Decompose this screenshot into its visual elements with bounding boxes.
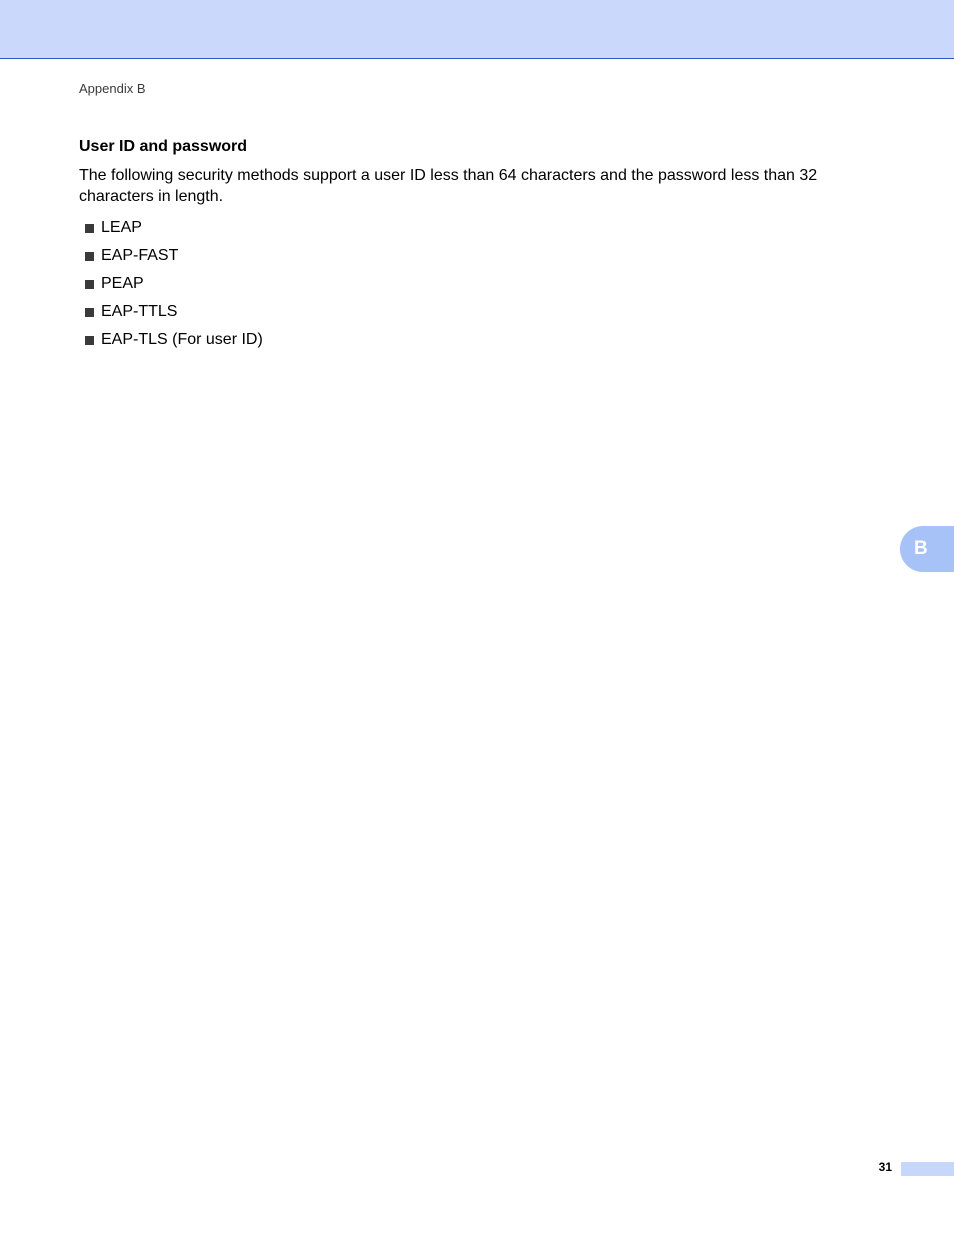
- running-header: Appendix B: [79, 81, 146, 96]
- list-item-label: LEAP: [101, 219, 142, 236]
- list-item: [85, 326, 263, 354]
- header-band: [0, 0, 954, 59]
- square-bullet-icon: [85, 308, 94, 317]
- section-heading: User ID and password: [79, 138, 248, 155]
- list-item-label: EAP-FAST: [101, 247, 179, 264]
- security-method-list: [85, 214, 263, 354]
- list-item-label: PEAP: [101, 275, 144, 292]
- list-item: [85, 214, 263, 242]
- list-item-label: EAP-TLS (For user ID): [101, 331, 263, 348]
- square-bullet-icon: [85, 252, 94, 261]
- body-paragraph: The following security methods support a user ID less than 64 characters and the password less than 32 characters in length.: [79, 167, 818, 205]
- square-bullet-icon: [85, 224, 94, 233]
- chapter-tab: B: [900, 526, 954, 572]
- list-item: [85, 298, 263, 326]
- square-bullet-icon: [85, 280, 94, 289]
- list-item: [85, 270, 263, 298]
- square-bullet-icon: [85, 336, 94, 345]
- list-item-label: EAP-TTLS: [101, 303, 178, 320]
- page-number: 31: [878, 1160, 892, 1174]
- page-number-bar: [901, 1162, 954, 1176]
- list-item: [85, 242, 263, 270]
